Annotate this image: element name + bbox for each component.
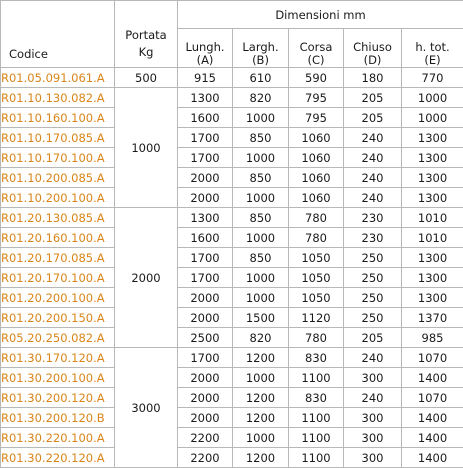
lungh-header: [178, 29, 233, 68]
largh-cell: 1000: [233, 268, 289, 288]
htot-cell: 985: [402, 328, 463, 348]
largh-cell: 1000: [233, 108, 289, 128]
corsa-cell: 780: [289, 208, 344, 228]
lungh-cell: 2000: [178, 408, 233, 428]
corsa-cell: 1100: [289, 408, 344, 428]
table-row: [1, 368, 463, 388]
product-code-link[interactable]: R01.30.220.120.A: [1, 448, 115, 468]
lungh-cell: 1700: [178, 248, 233, 268]
htot-cell: 1370: [402, 308, 463, 328]
corsa-cell: 1050: [289, 268, 344, 288]
htot-cell: 770: [402, 68, 463, 88]
largh-cell: 820: [233, 88, 289, 108]
largh-cell: 850: [233, 208, 289, 228]
largh-header: [233, 29, 289, 68]
table-row: [1, 68, 463, 88]
portata-header-unit: Kg: [139, 45, 154, 59]
table-row: [1, 248, 463, 268]
htot-cell: 1300: [402, 248, 463, 268]
table-row: [1, 108, 463, 128]
chiuso-cell: 300: [344, 448, 402, 468]
corsa-cell: 1060: [289, 168, 344, 188]
htot-cell: 1400: [402, 428, 463, 448]
htot-header-code: (E): [424, 53, 440, 67]
corsa-cell: 780: [289, 328, 344, 348]
largh-cell: 1000: [233, 148, 289, 168]
chiuso-cell: 240: [344, 348, 402, 368]
portata-cell: 500: [115, 68, 178, 88]
largh-cell: 1500: [233, 308, 289, 328]
corsa-cell: 830: [289, 348, 344, 368]
corsa-cell: 1100: [289, 428, 344, 448]
chiuso-cell: 205: [344, 328, 402, 348]
largh-cell: 1200: [233, 448, 289, 468]
chiuso-cell: 205: [344, 88, 402, 108]
largh-cell: 820: [233, 328, 289, 348]
table-row: [1, 388, 463, 408]
corsa-cell: 830: [289, 388, 344, 408]
lungh-cell: 2200: [178, 428, 233, 448]
lungh-cell: 1300: [178, 208, 233, 228]
corsa-cell: 795: [289, 108, 344, 128]
htot-cell: 1000: [402, 88, 463, 108]
codice-header-label: Codice: [9, 47, 48, 61]
chiuso-cell: 240: [344, 188, 402, 208]
largh-header-label: Largh.: [242, 40, 278, 54]
product-code-link[interactable]: R01.20.200.100.A: [1, 288, 115, 308]
corsa-header-code: (C): [307, 53, 324, 67]
corsa-cell: 1060: [289, 128, 344, 148]
table-row: [1, 228, 463, 248]
table-row: [1, 188, 463, 208]
lungh-cell: 2200: [178, 448, 233, 468]
dimensioni-header: [178, 1, 463, 29]
portata-cell: 1000: [115, 88, 178, 208]
table-row: [1, 88, 463, 108]
corsa-cell: 795: [289, 88, 344, 108]
htot-cell: 1300: [402, 128, 463, 148]
lungh-header-label: Lungh.: [185, 40, 224, 54]
table-row: [1, 328, 463, 348]
product-code-link[interactable]: R01.20.170.085.A: [1, 248, 115, 268]
portata-cell: 3000: [115, 348, 178, 468]
chiuso-cell: 240: [344, 168, 402, 188]
product-code-link[interactable]: R01.20.160.100.A: [1, 228, 115, 248]
lungh-header-code: (A): [197, 53, 214, 67]
chiuso-cell: 300: [344, 408, 402, 428]
chiuso-cell: 240: [344, 128, 402, 148]
lungh-cell: 1700: [178, 268, 233, 288]
htot-cell: 1300: [402, 288, 463, 308]
lungh-cell: 1700: [178, 148, 233, 168]
product-code-link[interactable]: R01.30.200.120.A: [1, 388, 115, 408]
corsa-cell: 780: [289, 228, 344, 248]
product-code-link[interactable]: R01.10.160.100.A: [1, 108, 115, 128]
table-row: [1, 128, 463, 148]
htot-header-label: h. tot.: [415, 40, 449, 54]
product-code-link[interactable]: R01.10.130.082.A: [1, 88, 115, 108]
corsa-cell: 1100: [289, 368, 344, 388]
table-row: [1, 208, 463, 228]
lungh-cell: 2500: [178, 328, 233, 348]
largh-cell: 1000: [233, 228, 289, 248]
table-row: [1, 288, 463, 308]
chiuso-cell: 300: [344, 368, 402, 388]
largh-cell: 850: [233, 248, 289, 268]
htot-cell: 1300: [402, 168, 463, 188]
product-code-link[interactable]: R01.30.220.100.A: [1, 428, 115, 448]
largh-cell: 850: [233, 128, 289, 148]
header-row-top: [1, 1, 463, 29]
htot-cell: 1010: [402, 228, 463, 248]
lungh-cell: 1300: [178, 88, 233, 108]
portata-cell: 2000: [115, 208, 178, 348]
largh-header-code: (B): [252, 53, 269, 67]
htot-cell: 1400: [402, 368, 463, 388]
largh-cell: 1000: [233, 288, 289, 308]
largh-cell: 610: [233, 68, 289, 88]
corsa-cell: 590: [289, 68, 344, 88]
lungh-cell: 2000: [178, 168, 233, 188]
htot-cell: 1300: [402, 268, 463, 288]
htot-cell: 1070: [402, 388, 463, 408]
lungh-cell: 2000: [178, 288, 233, 308]
largh-cell: 1000: [233, 188, 289, 208]
portata-header-label: Portata: [125, 28, 166, 42]
corsa-header: [289, 29, 344, 68]
product-code-link[interactable]: R01.10.200.100.A: [1, 188, 115, 208]
corsa-header-label: Corsa: [300, 40, 333, 54]
lungh-cell: 1600: [178, 108, 233, 128]
lungh-cell: 2000: [178, 368, 233, 388]
portata-header: [115, 1, 178, 68]
lungh-cell: 2000: [178, 188, 233, 208]
product-code-link[interactable]: R01.30.170.120.A: [1, 348, 115, 368]
largh-cell: 1000: [233, 368, 289, 388]
chiuso-header-label: Chiuso: [353, 40, 392, 54]
corsa-cell: 1060: [289, 188, 344, 208]
product-code-link[interactable]: R01.20.200.150.A: [1, 308, 115, 328]
table-row: [1, 268, 463, 288]
table-row: [1, 348, 463, 368]
table-row: [1, 168, 463, 188]
corsa-cell: 1050: [289, 248, 344, 268]
largh-cell: 1200: [233, 388, 289, 408]
codice-header: [1, 1, 115, 68]
product-code-link[interactable]: R01.05.091.061.A: [1, 68, 115, 88]
corsa-cell: 1120: [289, 308, 344, 328]
lungh-cell: 1700: [178, 348, 233, 368]
chiuso-cell: 250: [344, 268, 402, 288]
corsa-cell: 1060: [289, 148, 344, 168]
chiuso-cell: 240: [344, 388, 402, 408]
chiuso-cell: 250: [344, 248, 402, 268]
chiuso-cell: 300: [344, 428, 402, 448]
table-row: [1, 428, 463, 448]
product-code-link[interactable]: R01.20.130.085.A: [1, 208, 115, 228]
largh-cell: 850: [233, 168, 289, 188]
chiuso-cell: 250: [344, 308, 402, 328]
chiuso-header: [344, 29, 402, 68]
corsa-cell: 1050: [289, 288, 344, 308]
lungh-cell: 1700: [178, 128, 233, 148]
dimensioni-header-label: Dimensioni mm: [275, 8, 365, 22]
htot-cell: 1070: [402, 348, 463, 368]
lungh-cell: 2000: [178, 388, 233, 408]
htot-header: [402, 29, 463, 68]
corsa-cell: 1100: [289, 448, 344, 468]
lungh-cell: 915: [178, 68, 233, 88]
product-code-link[interactable]: R01.10.170.085.A: [1, 128, 115, 148]
chiuso-cell: 240: [344, 148, 402, 168]
table-row: [1, 448, 463, 468]
product-code-link[interactable]: R01.10.200.085.A: [1, 168, 115, 188]
table-row: [1, 408, 463, 428]
htot-cell: 1300: [402, 148, 463, 168]
chiuso-cell: 230: [344, 228, 402, 248]
htot-cell: 1010: [402, 208, 463, 228]
chiuso-cell: 180: [344, 68, 402, 88]
largh-cell: 1200: [233, 408, 289, 428]
largh-cell: 1200: [233, 348, 289, 368]
chiuso-cell: 250: [344, 288, 402, 308]
chiuso-header-code: (D): [364, 53, 382, 67]
product-code-link[interactable]: R01.10.170.100.A: [1, 148, 115, 168]
htot-cell: 1000: [402, 108, 463, 128]
table-row: [1, 148, 463, 168]
htot-cell: 1300: [402, 188, 463, 208]
product-code-link[interactable]: R01.30.200.120.B: [1, 408, 115, 428]
chiuso-cell: 205: [344, 108, 402, 128]
spec-table-body: [1, 68, 463, 468]
largh-cell: 1000: [233, 428, 289, 448]
chiuso-cell: 230: [344, 208, 402, 228]
table-row: [1, 308, 463, 328]
htot-cell: 1400: [402, 448, 463, 468]
product-code-link[interactable]: R01.20.170.100.A: [1, 268, 115, 288]
htot-cell: 1400: [402, 408, 463, 428]
product-code-link[interactable]: R05.20.250.082.A: [1, 328, 115, 348]
lungh-cell: 1600: [178, 228, 233, 248]
product-code-link[interactable]: R01.30.200.100.A: [1, 368, 115, 388]
lungh-cell: 2000: [178, 308, 233, 328]
